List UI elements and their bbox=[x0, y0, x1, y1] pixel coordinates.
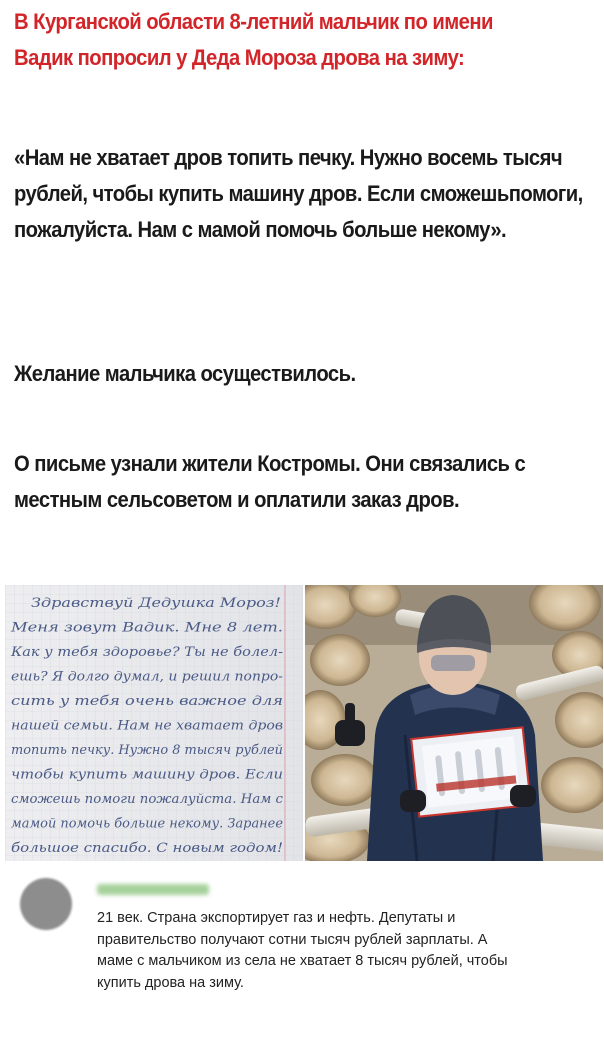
letter-line: Здравствуй Дедушка Мороз! bbox=[31, 596, 281, 611]
letter-line: большое спасибо. С новым годом! bbox=[11, 841, 283, 856]
letter-line: Меня зовут Вадик. Мне 8 лет. bbox=[9, 620, 283, 636]
username-blurred bbox=[97, 884, 209, 895]
letter-line: чтобы купить машину дров. Если bbox=[11, 767, 283, 783]
comment-text: 21 век. Страна экспортирует газ и нефть. Депутаты и правительство получают сотни тысяч рублей зарплаты. А маме с мальчиком из села не хватает 8 тысяч рублей, чтобы купить дрова на зиму. bbox=[97, 910, 508, 991]
quote-text: «Нам не хватает дров топить печку. Нужно восемь тысяч рублей, чтобы купить машину дров. Если сможешьпомоги, пожалуйста. Нам с мамой помочь больше некому». bbox=[14, 145, 583, 242]
letter-line: мамой помочь больше некому. Заранее bbox=[11, 816, 284, 832]
letter-line: нашей семьи. Нам не хватает дров bbox=[11, 718, 283, 734]
avatar bbox=[20, 878, 72, 930]
letter-photo bbox=[5, 585, 303, 861]
letter-line: ешь? Я долго думал, и решил попро- bbox=[11, 669, 283, 685]
comment bbox=[0, 862, 604, 1045]
child-photo bbox=[305, 585, 603, 861]
outcome-text: О письме узнали жители Костромы. Они связались с местным сельсоветом и оплатили заказ дров. bbox=[14, 451, 526, 512]
letter-line: топить печку. Нужно 8 тысяч рублей bbox=[11, 743, 283, 758]
letter-line: Как у тебя здоровье? Ты не болел- bbox=[9, 645, 283, 660]
letter-line: сможешь помоги пожалуйста. Нам с bbox=[11, 792, 284, 807]
headline: В Курганской области 8-летний мальчик по имени Вадик попросил у Деда Мороза дрова на зиму: bbox=[14, 9, 493, 70]
letter-line: сить у тебя очень важное для bbox=[11, 694, 283, 709]
wish-result-text: Желание мальчика осуществилось. bbox=[14, 361, 356, 386]
photo-collage bbox=[5, 585, 603, 861]
